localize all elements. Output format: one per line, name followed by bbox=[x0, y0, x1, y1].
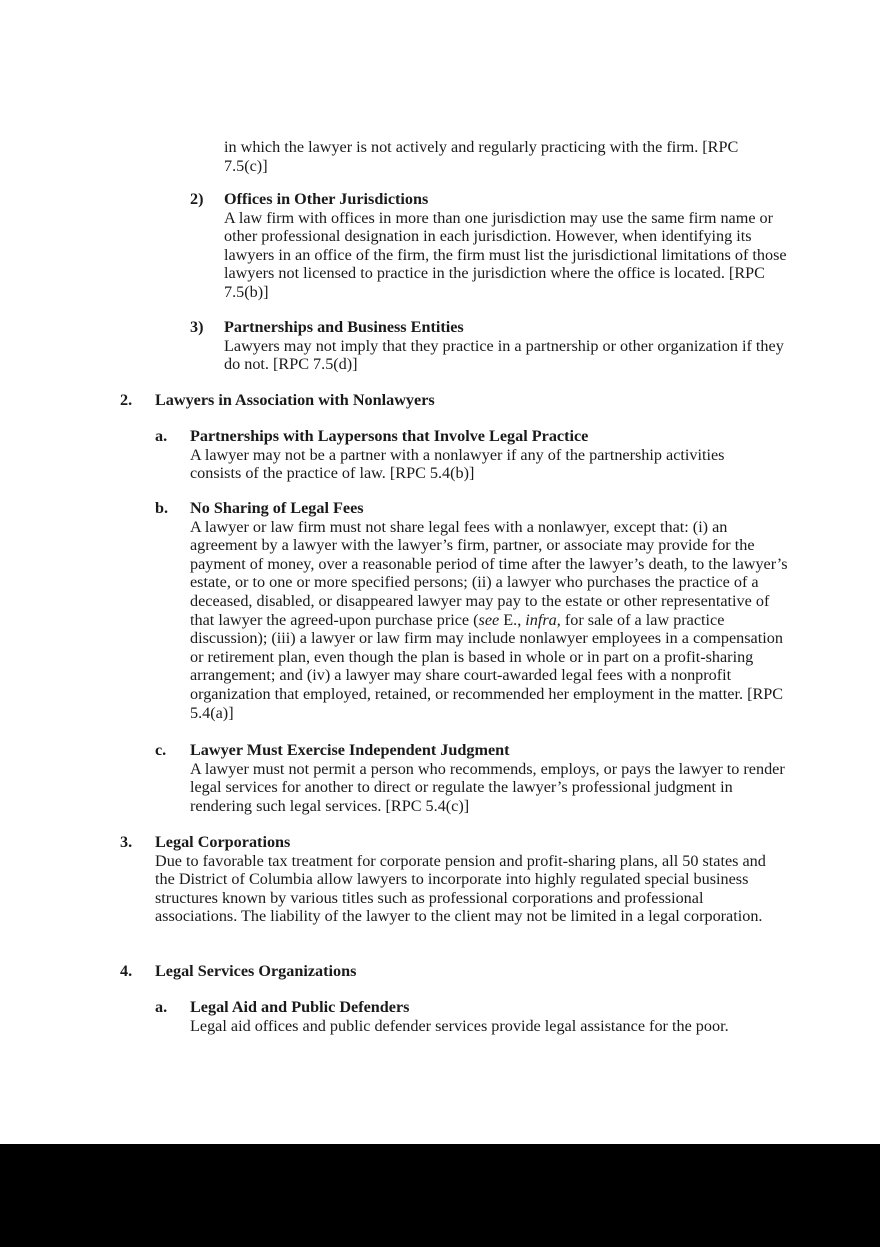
item-body: A law firm with offices in more than one jurisdiction may use the same firm name or other professional designation in each jurisdiction. However, when identifying its lawyers in an office of the firm, the firm must list the jurisdictional limitations of those lawyers not licensed to practice in the jurisdiction where the office is located. [RPC 7.5(b)] bbox=[224, 208, 787, 301]
subsection-body: A lawyer may not be a partner with a nonlawyer if any of the partnership activities consists of the practice of law. [RPC 5.4(b)] bbox=[190, 445, 725, 483]
continuation-paragraph: in which the lawyer is not actively and regularly practicing with the firm. [RPC 7.5(c)] bbox=[224, 138, 739, 175]
bottom-black-bar bbox=[0, 1144, 880, 1247]
item-body: Lawyers may not imply that they practice in a partnership or other organization if they do not. [RPC 7.5(d)] bbox=[224, 336, 784, 374]
section-marker: 3. bbox=[120, 833, 133, 851]
subsection-heading: Legal Aid and Public Defenders bbox=[190, 998, 410, 1016]
subsection-marker: c. bbox=[155, 741, 167, 759]
section-title: Lawyers in Association with Nonlawyers bbox=[155, 391, 435, 409]
list-marker: 3) bbox=[190, 318, 204, 336]
subsection-body: A lawyer must not permit a person who recommends, employs, or pays the lawyer to render legal services for another to direct or regulate the lawyer’s professional judgment in rendering such legal services. [RPC 5.4(c)] bbox=[190, 759, 785, 815]
subsection-marker: a. bbox=[155, 427, 168, 445]
section-marker: 4. bbox=[120, 962, 133, 980]
section-marker: 2. bbox=[120, 391, 133, 409]
subsection-marker: a. bbox=[155, 998, 168, 1016]
subsection-marker: b. bbox=[155, 499, 169, 517]
list-marker: 2) bbox=[190, 190, 204, 208]
section-title: Legal Corporations bbox=[155, 833, 291, 851]
subsection-body: A lawyer or law firm must not share legal fees with a nonlawyer, except that: (i) an agreement by a lawyer with the lawyer’s firm, partner, or associate may provide for the payment of money, over a reasonable period of time after the lawyer’s death, to the lawyer’s estate, or to one or more specified persons; (ii) a lawyer who purchases the practice of a deceased, disabled, or disappeared lawyer may pay to the estate or other representative of that lawyer the agreed-upon purchase price (see E., infra, for sale of a law practice discussion); (iii) a lawyer or law firm may include nonlawyer employees in a compensation or retirement plan, even though the plan is based in whole or in part on a profit-sharing arrangement; and (iv) a lawyer may share court-awarded legal fees with a nonprofit organization that employed, retained, or recommended her employment in the matter. [RPC 5.4(a)] bbox=[190, 517, 788, 722]
subsection-body: Legal aid offices and public defender services provide legal assistance for the poor. bbox=[190, 1016, 729, 1035]
section-body: Due to favorable tax treatment for corporate pension and profit-sharing plans, all 50 states and the District of Columbia allow lawyers to incorporate into highly regulated special business structures known by various titles such as professional corporations and professional associations. The liability of the lawyer to the client may not be limited in a legal corporation. bbox=[155, 851, 766, 926]
subsection-heading: Partnerships with Laypersons that Involve Legal Practice bbox=[190, 427, 589, 445]
subsection-heading: Lawyer Must Exercise Independent Judgment bbox=[190, 741, 510, 759]
section-title: Legal Services Organizations bbox=[155, 962, 357, 980]
item-heading: Partnerships and Business Entities bbox=[224, 318, 464, 336]
subsection-heading: No Sharing of Legal Fees bbox=[190, 499, 364, 517]
item-heading: Offices in Other Jurisdictions bbox=[224, 190, 429, 208]
